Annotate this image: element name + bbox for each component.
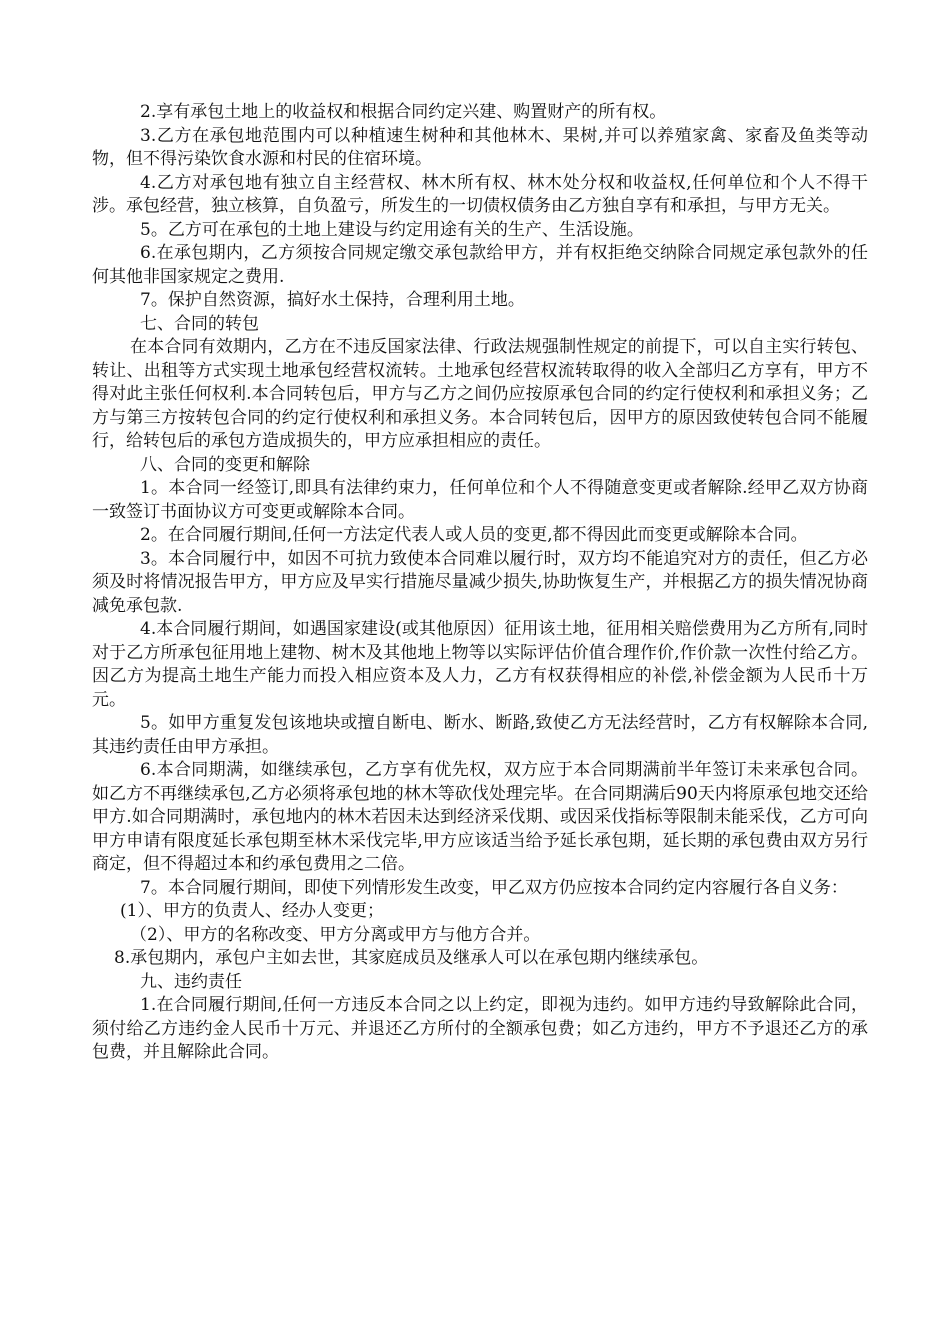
clause-8-1: 1。本合同一经签订,即具有法律约束力，任何单位和个人不得随意变更或者解除.经甲乙双方协商一致签订书面协议方可变更或解除本合同。 [92, 478, 868, 522]
clause-6-5: 5。乙方可在承包的土地上建设与约定用途有关的生产、生活设施。 [140, 219, 644, 240]
clause-8-8: 8.承包期内，承包户主如去世，其家庭成员及继承人可以在承包期内继续承包。 [114, 948, 709, 968]
clause-8-7-item-1: (1）、甲方的负责人、经办人变更； [120, 901, 384, 921]
clause-6-2: 2.享有承包土地上的收益权和根据合同约定兴建、购置财产的所有权。 [140, 102, 667, 122]
clause-8-5: 5。如甲方重复发包该地块或擅自断电、断水、断路,致使乙方无法经营时，乙方有权解除本合同,其违约责任由甲方承担。 [92, 713, 868, 757]
document-body [92, 101, 868, 1065]
clause-6-4: 4.乙方对承包地有独立自主经营权、林木所有权、林木处分权和收益权,任何单位和个人不得干涉。承包经营，独立核算，自负盈亏，所发生的一切债权债务由乙方独自享有和承担，与甲方无关。 [92, 172, 868, 216]
clause-8-2: 2。在合同履行期间,任何一方法定代表人或人员的变更,都不得因此而变更或解除本合同。 [140, 525, 808, 545]
clause-9-1: 1.在合同履行期间,任何一方违反本合同之以上约定，即视为违约。如甲方违约导致解除此合同，须付给乙方违约金人民币十万元、并退还乙方所付的全额承包费；如乙方违约，甲方不予退还乙方的承包费，并且解除此合同。 [92, 995, 868, 1062]
clause-8-3: 3。本合同履行中，如因不可抗力致使本合同难以履行时，双方均不能追究对方的责任，但乙方必须及时将情况报告甲方，甲方应及早实行措施尽量减少损失,协助恢复生产，并根据乙方的损失情况协商减免承包款. [92, 548, 868, 616]
section-heading-7: 七、合同的转包 [140, 313, 259, 334]
section-7-body: 在本合同有效期内，乙方在不违反国家法律、行政法规强制性规定的前提下，可以自主实行转包、转让、出租等方式实现土地承包经营权流转。土地承包经营权流转取得的收入全部归乙方享有，甲方不得对此主张任何权利.本合同转包后，甲方与乙方之间仍应按原承包合同的约定行使权利和承担义务；乙方与第三方按转包合同的约定行使权利和承担义务。本合同转包后，因甲方的原因致使转包合同不能履行，给转包后的承包方造成损失的，甲方应承担相应的责任。 [92, 337, 868, 451]
clause-8-7: 7。本合同履行期间，即使下列情形发生改变，甲乙双方仍应按本合同约定内容履行各自义务： [140, 877, 848, 898]
section-heading-8: 八、合同的变更和解除 [140, 454, 310, 475]
clause-6-6: 6.在承包期内，乙方须按合同规定缴交承包款给甲方，并有权拒绝交纳除合同规定承包款外的任何其他非国家规定之费用. [92, 243, 868, 287]
clause-8-6: 6.本合同期满，如继续承包，乙方享有优先权，双方应于本合同期满前半年签订未来承包合同。如乙方不再继续承包,乙方必须将承包地的林木等砍伐处理完毕。在合同期满后90天内将原承包地交还给甲方.如合同期满时，承包地内的林木若因未达到经济采伐期、或因采伐指标等限制未能采伐，乙方可向甲方申请有限度延长承包期至林木采伐完毕,甲方应该适当给予延长承包期，延长期的承包费由双方另行商定，但不得超过本和约承包费用之二倍。 [92, 760, 868, 874]
clause-6-3: 3.乙方在承包地范围内可以种植速生树种和其他林木、果树,并可以养殖家禽、家畜及鱼类等动物，但不得污染饮食水源和村民的住宿环境。 [92, 125, 868, 169]
clause-8-4: 4.本合同履行期间，如遇国家建设(或其他原因）征用该土地，征用相关赔偿费用为乙方所有,同时对于乙方所承包征用地上建物、树木及其他地上物等以实际评估价值合理作价,作价款一次性付给乙方。因乙方为提高土地生产能力而投入相应资本及人力，乙方有权获得相应的补偿,补偿金额为人民币十万元。 [92, 619, 868, 710]
clause-8-7-item-2: （2）、甲方的名称改变、甲方分离或甲方与他方合并。 [130, 924, 541, 945]
clause-6-7: 7。保护自然资源，搞好水土保持，合理利用土地。 [140, 290, 525, 310]
section-heading-9: 九、违约责任 [140, 971, 242, 992]
